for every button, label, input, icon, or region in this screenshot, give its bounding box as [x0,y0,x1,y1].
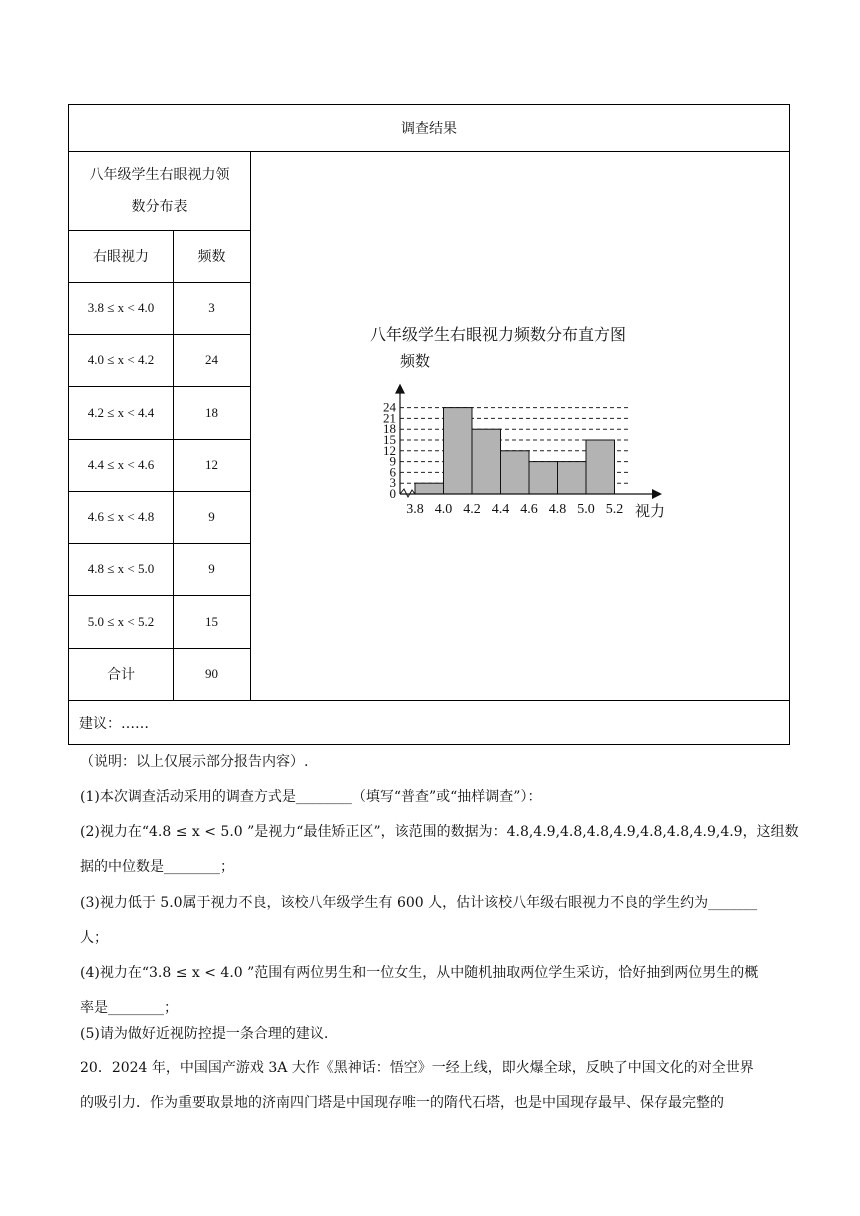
y-tick-label: 15 [383,432,396,447]
x-tick-label: 4.0 [434,502,453,517]
row-count: 9 [208,561,215,576]
question-3-line1: (3)视力低于 5.0属于视力不良，该校八年级学生有 600 人，估计该校八年级右眼视力不良的学生约为_______ [80,895,758,911]
y-tick-label: 0 [389,486,396,501]
column-header-frequency: 频数 [197,249,226,265]
row-count: 9 [208,509,215,524]
question-20-line2: 的吸引力．作为重要取景地的济南四门塔是中国现存唯一的隋代石塔，也是中国现存最早、保存最完整的 [80,1095,724,1111]
x-tick-label: 4.2 [463,502,481,517]
y-tick-label: 3 [389,475,396,491]
y-tick-label: 21 [383,410,396,426]
question-4-line1: (4)视力在“3.8 ≤ x < 4.0 ”范围有两位男生和一位女生，从中随机抽取两位学生采访，恰好抽到两位男生的概 [80,965,759,981]
suggestion: 建议：…… [79,715,149,732]
row-count: 15 [205,613,218,629]
note-text: （说明：以上仅展示部分报告内容）. [80,754,309,770]
column-header-vision: 右眼视力 [93,249,149,265]
question-4-line2: 率是________； [80,1000,178,1016]
question-2-line1: (2)视力在“4.8 ≤ x < 5.0 ”是视力“最佳矫正区”，该范围的数据为：4.8,4.9,4.8,4.8,4.9,4.8,4.8,4.9,4.9，这组数 [80,824,799,840]
table-title-line: 八年级学生右眼视力领 [89,166,230,183]
histogram-bar [586,440,615,494]
divider [69,700,789,701]
y-axis-title: 频数 [400,354,431,370]
row-range: 4.4 ≤ x < 4.6 [87,457,155,472]
histogram-chart [360,322,680,522]
x-axis-arrow [652,489,662,499]
row-count: 3 [208,300,215,315]
row-count: 18 [205,404,218,420]
survey-title: 调查结果 [401,121,457,137]
y-axis-arrow [395,384,405,394]
total-label: 合计 [107,667,135,683]
chart-title: 八年级学生右眼视力频数分布直方图 [370,327,627,344]
y-tick-label: 9 [389,453,396,469]
histogram-bar [444,408,473,494]
row-count: 12 [205,457,218,472]
divider [250,151,251,700]
y-tick-label: 18 [383,421,396,437]
x-tick-label: 5.2 [605,502,624,517]
x-axis-title: 视力 [635,504,666,520]
histogram-bar [529,462,558,494]
table-title-line: 数分布表 [131,198,188,215]
histogram-bar [558,462,587,494]
axis-break [400,489,415,497]
x-tick-label: 3.8 [406,502,424,517]
histogram-bar [501,451,530,494]
y-tick-label: 6 [389,464,396,480]
row-range: 4.0 ≤ x < 4.2 [87,352,155,367]
y-tick-labels [383,400,397,501]
question-5: (5)请为做好近视防控提一条合理的建议. [80,1026,329,1042]
row-range: 4.8 ≤ x < 5.0 [87,561,155,576]
x-tick-label: 4.6 [520,502,538,517]
table-title [69,151,250,230]
row-range: 3.8 ≤ x < 4.0 [87,300,155,315]
histogram-bar [472,429,501,494]
row-count: 24 [205,352,218,367]
total-value: 90 [205,666,218,681]
row-range: 4.2 ≤ x < 4.4 [87,404,155,420]
histogram-bar [415,483,444,494]
question-20-line1: 20．2024 年，中国国产游戏 3A 大作《黑神话：悟空》一经上线，即火爆全球，反映了中国文化的对全世界 [80,1060,754,1076]
y-tick-label: 24 [383,399,396,415]
y-tick-label: 12 [383,442,396,458]
question-3-line2: 人； [80,930,108,946]
question-1: (1)本次调查活动采用的调查方式是________（填写“普查”或“抽样调查”）： [80,789,542,805]
row-range: 5.0 ≤ x < 5.2 [87,613,155,629]
x-tick-labels [406,502,623,517]
x-tick-label: 4.4 [491,502,510,517]
question-2-line2: 据的中位数是________； [80,859,234,875]
row-range: 4.6 ≤ x < 4.8 [87,509,155,524]
x-tick-label: 4.8 [548,502,567,517]
x-tick-label: 5.0 [577,502,595,517]
